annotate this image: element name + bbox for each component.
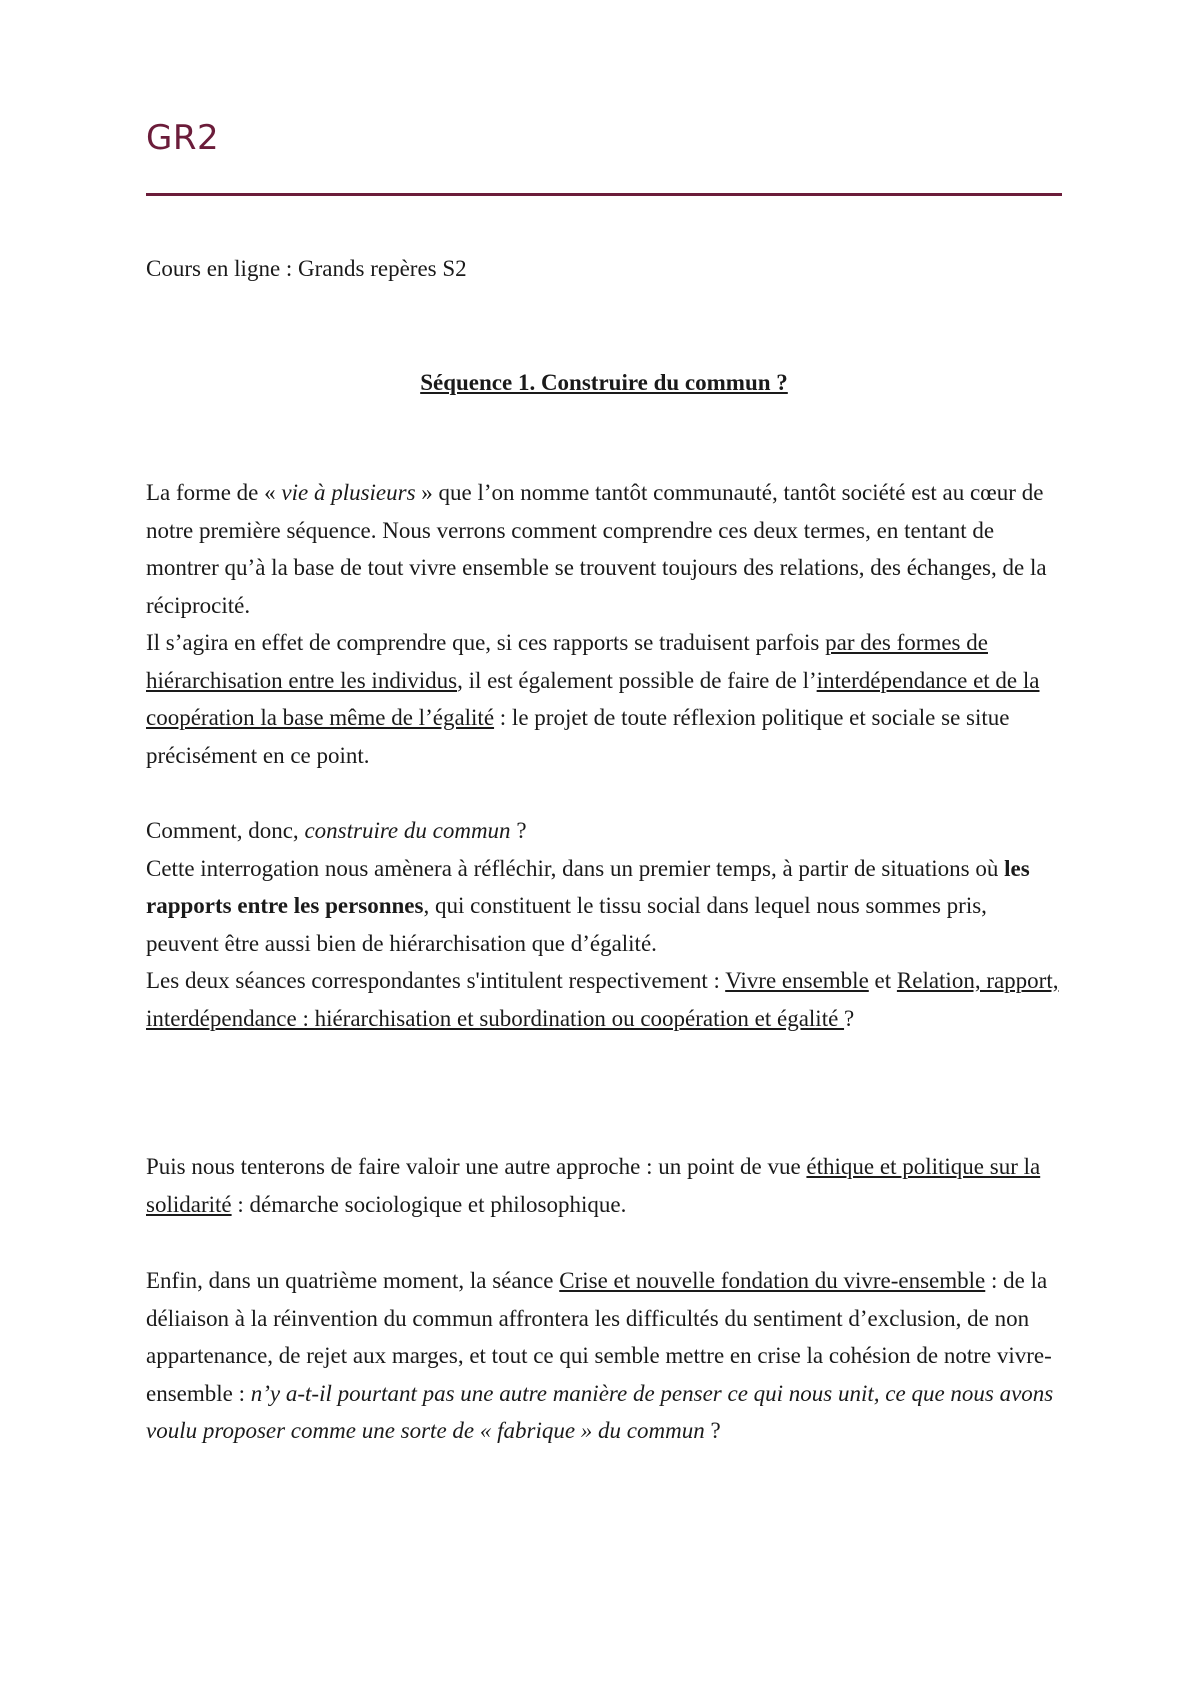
para2-text-3: Cette interrogation nous amènera à réfléchir, dans un premier temps, à partir de situations où <box>146 855 1005 881</box>
para2-italic-1: construire du commun <box>304 818 511 843</box>
para4-italic-1: n’y a-t-il pourtant pas une autre manière de penser ce qui nous unit, ce que nous avons voulu proposer comme une sorte de « fabrique » du commun <box>146 1380 1054 1443</box>
para4-underline-1: Crise et nouvelle fondation du vivre-ensemble <box>559 1268 986 1293</box>
para2-text-5: Les deux séances correspondantes s'intitulent respectivement : <box>146 968 726 993</box>
header-title: GR2 <box>146 118 220 158</box>
para1-text-4: , il est également possible de faire de l’ <box>457 667 817 693</box>
para2-underline-1: Vivre ensemble <box>725 968 869 993</box>
para2-text-7: ? <box>844 1005 855 1031</box>
para2-underline-2: Relation, rapport, interdépendance : hiérarchisation et subordination ou coopération et égalité <box>146 968 1059 1031</box>
para1-italic-1: vie à plusieurs <box>281 480 416 505</box>
para2-bold-1: les rapports entre les personnes <box>146 855 1030 918</box>
para1-text-3: Il s’agira en effet de comprendre que, si ces rapports se traduisent parfois <box>146 630 826 655</box>
sequence-title: Séquence 1. Construire du commun ? <box>420 370 788 395</box>
header-divider <box>146 193 1062 196</box>
paragraph-conclusion <box>146 1262 1062 1450</box>
course-subtitle: Cours en ligne : Grands repères S2 <box>146 256 467 281</box>
para1-text-2: » que l’on nomme tantôt communauté, tantôt société est au cœur de notre première séquence. Nous verrons comment comprendre ces deux termes, en tentant de montrer qu’à la base de tout vivre ensemble se trouvent toujours des relations, des échanges, de la réciprocité. <box>146 480 1047 618</box>
para1-text-5: : le projet de toute réflexion politique et sociale se situe précisément en ce point. <box>146 705 1010 768</box>
para1-underline-2: interdépendance et de la coopération la base même de l’égalité <box>146 667 1040 730</box>
page-header <box>146 118 1062 158</box>
para1-underline-1: par des formes de hiérarchisation entre les individus <box>146 630 988 693</box>
para2-text-2: ? <box>510 818 527 843</box>
para4-text-2: : de la déliaison à la réinvention du commun affrontera les difficultés du sentiment d’exclusion, de non appartenance, de rejet aux marges, et tout ce qui semble mettre en crise la cohésion de notre vivre-ensemble : <box>146 1268 1052 1406</box>
para3-text-1: Puis nous tenterons de faire valoir une autre approche : un point de vue <box>146 1154 807 1179</box>
paragraph-approach <box>146 1148 1062 1223</box>
para3-text-2: : démarche sociologique et philosophique. <box>231 1191 627 1217</box>
para4-text-1: Enfin, dans un quatrième moment, la séance <box>146 1268 560 1293</box>
para2-text-1: Comment, donc, <box>146 818 305 843</box>
para2-text-6: et <box>868 968 897 993</box>
para4-text-3: ? <box>704 1418 721 1443</box>
para1-text-1: La forme de « <box>146 480 282 505</box>
paragraph-question <box>146 812 1062 1037</box>
para3-underline-1: éthique et politique sur la solidarité <box>146 1154 1041 1217</box>
paragraph-intro <box>146 474 1062 774</box>
para2-text-4: , qui constituent le tissu social dans lequel nous sommes pris, peuvent être aussi bien de hiérarchisation que d’égalité. <box>146 893 987 956</box>
